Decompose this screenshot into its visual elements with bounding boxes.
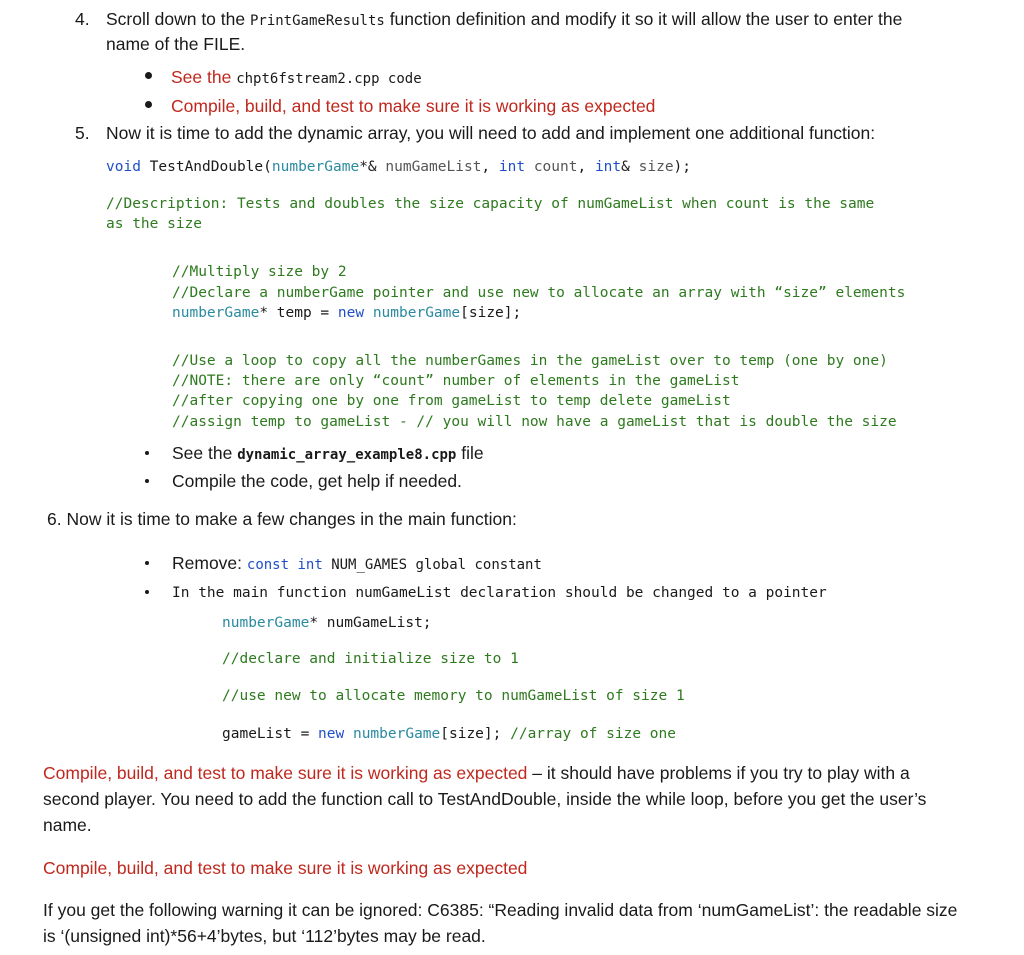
warning-line2: is ‘(unsigned int)*56+4’bytes, but ‘112’bytes may be read. [43, 926, 486, 946]
bullet-dot [145, 561, 149, 565]
sig-p1: *& [359, 159, 386, 175]
step4-line2: name of the FILE. [106, 34, 246, 54]
step4-line1-post: function definition and modify it so it will allow the user to enter the [384, 9, 903, 29]
step5-bullet2: Compile the code, get help if needed. [172, 471, 462, 491]
code4-new: new [318, 726, 345, 742]
code-type: numberGame [172, 305, 260, 321]
remove-const: const [246, 557, 290, 573]
step5-body-comment5: //NOTE: there are only “count” number of elements in the gameList [172, 373, 740, 389]
step4-bullet1-code: chpt6fstream2.cpp [236, 71, 380, 87]
remove-rest: NUM_GAMES global constant [322, 557, 542, 573]
step4-bullet1-text: See the [171, 67, 237, 87]
step5-description-line2: as the size [106, 216, 203, 232]
step4-line1-pre: Scroll down to the [106, 9, 250, 29]
code4-a: gameList = [222, 726, 319, 742]
code4-type: numberGame [344, 726, 441, 742]
sig-type1: numberGame [271, 159, 360, 175]
sig-int1: int [498, 159, 526, 175]
step6-code-pointer [222, 613, 432, 634]
code1-rest: * numGameList; [309, 615, 432, 631]
step6-decl-line: In the main function numGameList declaration should be changed to a pointer [172, 585, 827, 601]
step5-body-comment1: //Multiply size by 2 [172, 264, 347, 280]
footer-line2: second player. You need to add the function call to TestAndDouble, inside the while loop, before you get the user’s [43, 789, 927, 809]
bullet1-file: dynamic_array_example8.cpp [237, 447, 457, 463]
sig-param3: size [638, 159, 674, 175]
code-end: [size]; [460, 305, 522, 321]
step6-heading: 6. Now it is time to make a few changes in the main function: [47, 509, 517, 529]
footer-black1a: – it should have problems if you try to play with a [527, 763, 910, 783]
step5-text: Now it is time to add the dynamic array, you will need to add and implement one additional function: [106, 123, 876, 143]
sig-amp: & [621, 159, 639, 175]
footer-line3: name. [43, 815, 92, 835]
step6-code-gamelist [222, 724, 676, 745]
bullet1-post: file [456, 443, 484, 463]
sig-c2: , [577, 159, 595, 175]
bullet1-pre: See the [172, 443, 238, 463]
sig-name: TestAndDouble( [140, 159, 272, 175]
step5-body-comment4: //Use a loop to copy all the numberGames in the gameList over to temp (one by one) [172, 353, 888, 369]
step4-bullet2: Compile, build, and test to make sure it is working as expected [171, 96, 656, 116]
footer-red2: Compile, build, and test to make sure it is working as expected [43, 858, 528, 878]
code1-type: numberGame [222, 615, 310, 631]
step5-description-line1: //Description: Tests and doubles the size capacity of numGameList when count is the same [106, 196, 875, 212]
step5-body-code-temp [172, 303, 521, 324]
code-new: new [337, 305, 365, 321]
code4-comment: //array of size one [510, 726, 676, 742]
remove-label: Remove: [172, 553, 247, 573]
step6-code-comment-size: //declare and initialize size to 1 [222, 651, 519, 667]
step5-function-signature [106, 157, 691, 178]
step4-number: 4. [75, 9, 90, 29]
step5-body-comment2: //Declare a numberGame pointer and use new to allocate an array with “size” elements [172, 285, 906, 301]
sig-void: void [106, 159, 141, 175]
step6-code-comment-alloc: //use new to allocate memory to numGameList of size 1 [222, 688, 685, 704]
bullet-dot [145, 479, 149, 483]
bullet-dot [145, 101, 152, 108]
sig-param2: count [525, 159, 578, 175]
warning-line1: If you get the following warning it can be ignored: C6385: “Reading invalid data from ‘numGameList’: the readable size [43, 900, 958, 920]
sig-end: ); [673, 159, 692, 175]
code4-b: [size]; [440, 726, 511, 742]
step5-bullet1 [172, 440, 484, 468]
sig-c1: , [481, 159, 499, 175]
step6-remove [172, 550, 542, 578]
step4-code-printgameresults: PrintGameResults [249, 13, 385, 29]
footer-red1: Compile, build, and test to make sure it is working as expected [43, 763, 528, 783]
sig-param1: numGameList [385, 159, 482, 175]
step4-bullet1-code-post: code [379, 71, 422, 87]
bullet-dot [145, 590, 149, 594]
code-mid: * temp = [259, 305, 338, 321]
step5-number: 5. [75, 123, 90, 143]
step4-line1 [106, 6, 902, 34]
step5-body-comment6: //after copying one by one from gameList to temp delete gameList [172, 393, 731, 409]
bullet-dot [145, 451, 149, 455]
sig-int2: int [594, 159, 622, 175]
remove-int: int [289, 557, 323, 573]
step4-bullet1 [171, 64, 422, 92]
footer-line1 [43, 760, 910, 786]
code-type2: numberGame [364, 305, 461, 321]
bullet-dot [145, 72, 152, 79]
step5-body-comment7: //assign temp to gameList - // you will now have a gameList that is double the size [172, 414, 897, 430]
